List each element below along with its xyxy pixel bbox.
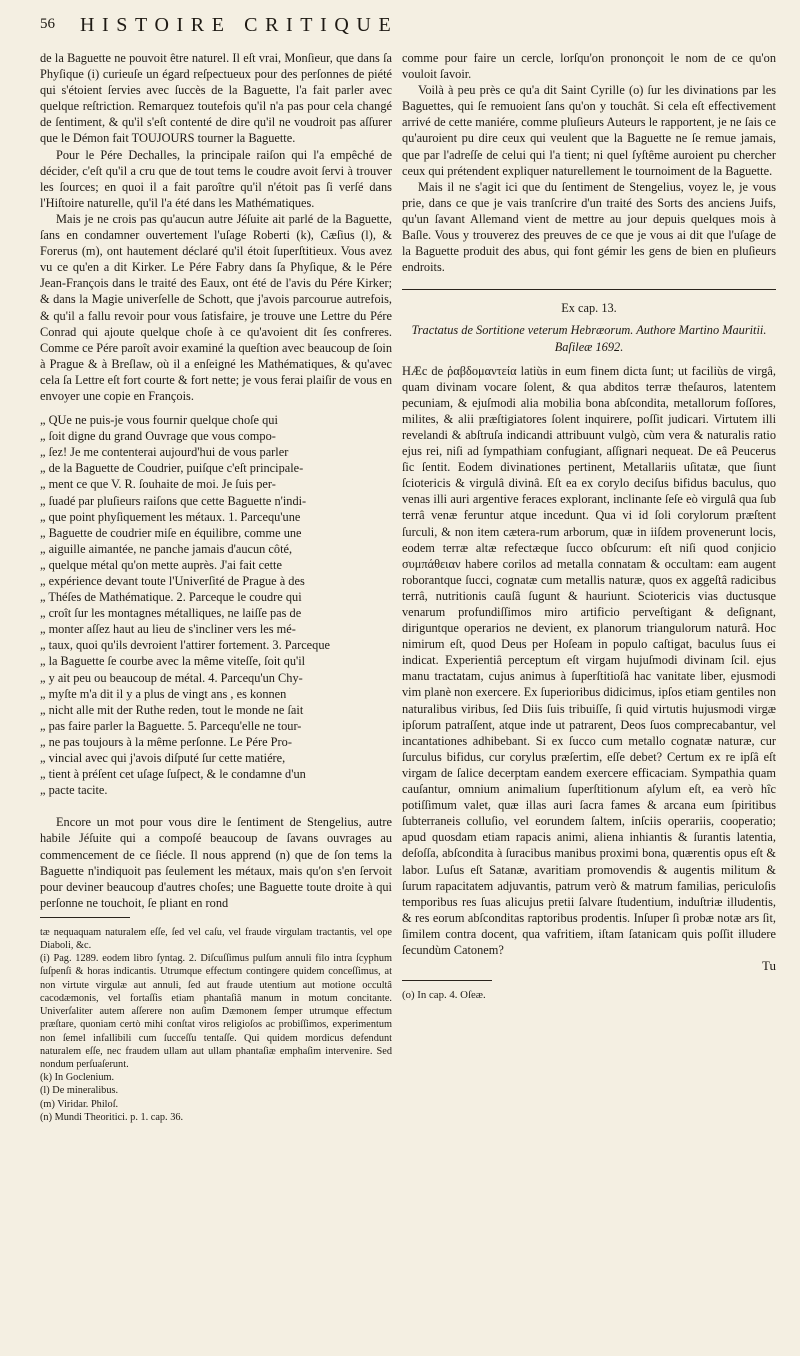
footnote: (k) In Goclenium. [40,1072,115,1084]
right-footnote: (o) In cap. 4. Oſeæ. [402,989,486,1002]
quote-line: „ nicht alle mit der Ruthe reden, tout le monde ne ſait [40,702,304,717]
footnote: (m) Viridar. Philoſ. [40,1098,119,1110]
quote-line: „ Théſes de Mathématique. 2. Parceque le coudre qui [40,590,302,605]
right-paragraph-1: comme pour faire un cercle, lorſqu'on prononçoit le nom de ce qu'on vouloit ſavoir. [402,51,776,82]
quote-line: „ pas faire parler la Baguette. 5. Parcequ'elle ne tour- [40,718,302,733]
latin-text: HÆc de ῥαβδομαντεία latiùs in eum finem dicta ſunt; ut faciliùs de virgâ, quam divinam vocare ſolent, & qua abditos terræ theſauros, latentem pecuniam, & ejuſmodi alia mobilia bona abſcondita, metallorum foſſores, milites, & alii præſtigiatores ſolent inquirere, poſſit judicari. Virtutem illi revelandi & abſtruſa indicandi attribuunt vulgò, cùm vera & naturalis ratio ejus rei, niſi ad ſympathiam confugiant, aſſignari nequeat. De eâ Peucerus ſic ſentit. Eodem divinationes pertinent, Metallariis uſitatæ, que ſiunt ſciotericis & virgulâ divinâ. Eſt ea ex corylo deciſus bifidus baculus, quo venas illi auri argentive feraces explorant, inclinante ſeſe eò virgulâ qua ſub terrâ venæ feruntur atque incedunt. Qua vi id ſoli corylorum præſtent ſurculi, & non item cætera-rum arborum, quæ in iiſdem provenerunt locis, eodem terræ altæ refectæque ſucco obſcurum: eſt niſi quod conjicio συμπάθειαν habere corilos ad metalla connatam & occultam: eam augent roborantque ſucci, cognatæ cum metallis naturæ, quos ex aggeſtâ radicibus terrâ, nutritionis cauſâ ſugunt & hauriunt. Sciotericis vias ductusque venarum profundiſſimos miro artificio perveſtigant & deſignant, diriguntque operarios ne devient, ex planorum triangulorum naturâ. Hoc nimirum eſt, quod Deus per Hoſeam in populo caſtigat, baculus ſuus ei indicat. Experientiâ perceptum eſt virgam hujuſmodi divinam ſcil. ejus manu tractatam, cujus animus à ſuperſtitioſâ hac vanitate liber, ejusmodi vim planè non exercere. Ex ſuperioribus didicimus, ipſos etiam gentiles non naturalibus viribus, ſed Diis ſuis tribuiſſe, ſi quid virtutis hujusmodi virgæ ipſorum patraſſent, atque inde ut patrarent, Deos ſuos comprecabantur, vel incantationes adhibebant. Si ex ſucco cum metallo cognatæ naturæ, cur ſurculus bifidus, cur corylus præſertim, eſſe debet? Certum ex re ipſâ eſt virgam de ſalice decerptam eandem exercere efficaciam. Sympathia quam cauſantur, omnium animalium ſuperſtitionum aſylum eſt, ea verò hîc potiſſimum valet, quæ illas auri ſacra fames & arcana eum ſpiritibus ſubterraneis colluſio, vel eorundem ſaltem, inſciis operariis, cooperatio; apud quosdam etiam rapacis animi, aliena inhiantis & ſurantis latentia, deſoſſa, abſcondita à ſuracibus manibus proximi bona, quærentis opus eſt & labor. Luſus eſt Satanæ, avaritiam promovendis & augentis militum & ſurum rapacitatem adjuvantis, patrum verò & matrum familias, periculoſis temporibus res ſuas alicujus pretii ſalvare ſtudentium, induſtriæ illudentis, & res eorum abſconditas raptoribus prodentis. Inſuper ſi probæ notæ ars ſit, ſimilem contra docent, qua vafritiem, iſtam ſatanicam quis poſſit illudere ſecundùm Catonem? [402,363,776,957]
quote-line: „ expérience devant toute l'Univerſité de Prague à des [40,574,305,588]
left-paragraph-3: Mais je ne crois pas qu'aucun autre Jéſuite ait parlé de la Baguette, ſans en condamner ouvertement l'uſage Roberti (k), Cæſius (l), & Forerus (m), ont hautement déclaré qu'il étoit ſuperſtitieux. Vous avez vu ce qu'en a dit Kirker. Le Pére Fabry dans ſa Phyſique, & le Pére Jean-François dans le traité des Eaux, ont été de l'avis du Pére Kirker; & dans la Magie univerſelle de Schott, que j'avois parcourue autrefois, & qu'il a fallu revoir pour vous ſatisfaire, je trouve une Lettre du Pére Conrad qui ajoute quelque choſe à ce qu'avoient dit ſes confreres. Comme ce Pére paroît avoir examiné la queſtion avec beaucoup de ſoin à Prague & à Breſlaw, où il a enſeigné les Mathématiques, & qu'avec cela ſa Lettre eſt fort courte & fort nette; je vous ferai plaiſir de vous en envoyer une copie en François. [40,211,393,403]
excerpt-title: Tractatus de Sortitione veterum Hebræorum. Authore Martino Mauritii. Baſileæ 1692. [411,323,767,354]
left-paragraph-1: de la Baguette ne pouvoit être naturel. Il eſt vrai, Monſieur, que dans ſa Phyſique (i) curieuſe un égard reſpectueux pour des perſonnes de piété qui s'étoient ſervies avec ſuccès de la Baguette, l'a fait parler avec quelque reſtriction. Remarquez toutefois qu'il n'a pas pour cela changé de ſentiment, & qu'il s'eſt contenté de dire qu'il ne voudroit pas aſſurer que le Démon fait TOUJOURS tourner la Baguette. [40,51,392,146]
quoted-letter [40,412,392,798]
left-paragraph-2: Pour le Pére Dechalles, la principale raiſon qui l'a empêché de décider, c'eſt qu'il a cru que de tout tems le coudre avoit ſervi à trouver les ſources; en quoi il a fait paroître qu'il n'étoit pas ſi verſé dans l'Hiſtoire naturelle, qu'il l'a été dans les Mathématiques. [40,147,392,210]
section-rule [402,289,776,290]
footnote: (i) Pag. 1289. eodem libro ſyntag. 2. Diſcuſſimus pulſum annuli filo intra ſcyphum ſuſpenſi & horas indicantis. Utrumque effectum contingere quidem conceſſimus, at non virtute virgulæ aut annuli, ſed aut fraude utentium aut motione occultâ cacodæmonis, vel fortaſſis etiam phantaſiâ manum in motum concitante. Univerſaliter autem aſſerere non auſim Dæmonem ſemper utrumque effectum præſtare, quoniam certò mihi conſtat viros religioſos ac probiſſimos, experimentum non ſemel infallibili cum ſucceſſu tentaſſe. Qui quidem mordicus defendunt naturalem eſſe, nec fraudem ullam aut ullam phantaſiæ emphaſim intervenire. Sed nondum perſuaſerunt. [40,953,392,1070]
quote-line: „ QUe ne puis-je vous fournir quelque choſe qui [40,413,278,428]
left-paragraph-4: Encore un mot pour vous dire le ſentiment de Stengelius, autre habile Jéſuite qui a compoſé beaucoup de ſavans ouvrages au commencement de ce ſiécle. Il nous apprend (n) que de ſon tems la Baguette n'indiquoit pas ſeulement les métaux, mais qu'on s'en ſervoit pour deviner beaucoup d'autres choſes; une Baguette toute droite à qui perſonne ne touchoit, ſe pliant en rond [40,815,392,910]
footnote-separator [402,980,492,981]
quote-line: „ Baguette de coudrier miſe en équilibre, comme une [40,525,302,540]
quote-line: „ ſuadé par pluſieurs raiſons que cette Baguette n'indi- [40,493,307,508]
catchword: Tu [762,958,776,974]
right-column [402,50,776,1003]
quote-line: „ aiguille aimantée, ne panche jamais d'aucun côté, [40,541,293,556]
quote-line: „ ne pas toujours à la même perſonne. Le Pére Pro- [40,734,292,749]
excerpt-heading: Ex cap. 13. [561,301,617,316]
quote-line: „ pacte tacite. [40,783,108,798]
quote-line: „ ſez! Je me contenterai aujourd'hui de vous parler [40,445,289,460]
quote-line: „ myſte m'a dit il y a plus de vingt ans , es konnen [40,686,287,701]
right-paragraph-3: Mais il ne s'agit ici que du ſentiment de Stengelius, voyez le, je vous prie, dans ce que je vais tranſcrire d'un traité des Sorts des anciens Juifs, qu'un ſavant Allemand vient de mettre au jour depuis quelques mois à Baſle. Vous y trouverez des preuves de ce que je vous ai dit que l'uſage de la Baguette produit des abus, qui font gémir les gens de bien en pluſieurs endroits. [402,179,776,275]
quote-line: „ la Baguette ſe courbe avec la même viteſſe, ſoit qu'il [40,654,306,669]
quote-line: „ monter aſſez haut au lieu de s'incliner vers les mé- [40,622,296,637]
right-paragraph-2: Voilà à peu près ce qu'a dit Saint Cyrille (o) ſur les divinations par les Baguettes, qui ſe remuoient ſans qu'on y touchât. Si cela eſt effectivement arrivé de cette maniére, comme pluſieurs Auteurs le rapportent, je ne ſais ce qu'auroient pu dire ceux qui veulent que la Baguette ne ſe remue jamais, que par l'adreſſe de celui qui l'a tient; ni quel ſyſtême auroient pu chercher ceux qui prétendent expliquer naturellement le tournoiment de la Baguette. [402,83,776,178]
quote-line: „ taux, quoi qu'ils devroient l'attirer fortement. 3. Parceque [40,638,330,653]
quote-line: „ ſoit digne du grand Ouvrage que vous compo- [40,429,276,444]
page-header [40,14,775,40]
quote-line: „ vincial avec qui j'avois diſputé ſur cette matiére, [40,751,286,766]
footnote: (n) Mundi Theoritici. p. 1. cap. 36. [40,1111,184,1123]
footnote: tæ nequaquam naturalem eſſe, ſed vel caſu, vel fraude virgulam tractantis, vel ope Diaboli, &c. [40,926,392,952]
footnote: (l) De mineralibus. [40,1085,119,1097]
quote-line: „ ment ce que V. R. ſouhaite de moi. Je ſuis per- [40,477,276,492]
quote-line: „ croît ſur les montagnes métalliques, ne laiſſe pas de [40,606,302,621]
quote-line: „ de la Baguette de Coudrier, puiſque c'eſt principale- [40,461,304,476]
footnote-separator [40,917,130,918]
page-number: 56 [40,16,55,32]
quote-line: „ quelque métal qu'on mette auprès. J'ai fait cette [40,557,282,572]
running-title: HISTOIRE CRITIQUE [80,14,399,36]
left-footnotes [40,926,392,1124]
quote-line: „ y ait peu ou beaucoup de métal. 4. Parcequ'un Chy- [40,670,303,685]
left-column [40,50,392,1124]
quote-line: „ tient à préſent cet uſage ſuſpect, & le condamne d'un [40,767,306,782]
quote-line: „ que point phyſiquement les métaux. 1. Parcequ'une [40,509,301,524]
